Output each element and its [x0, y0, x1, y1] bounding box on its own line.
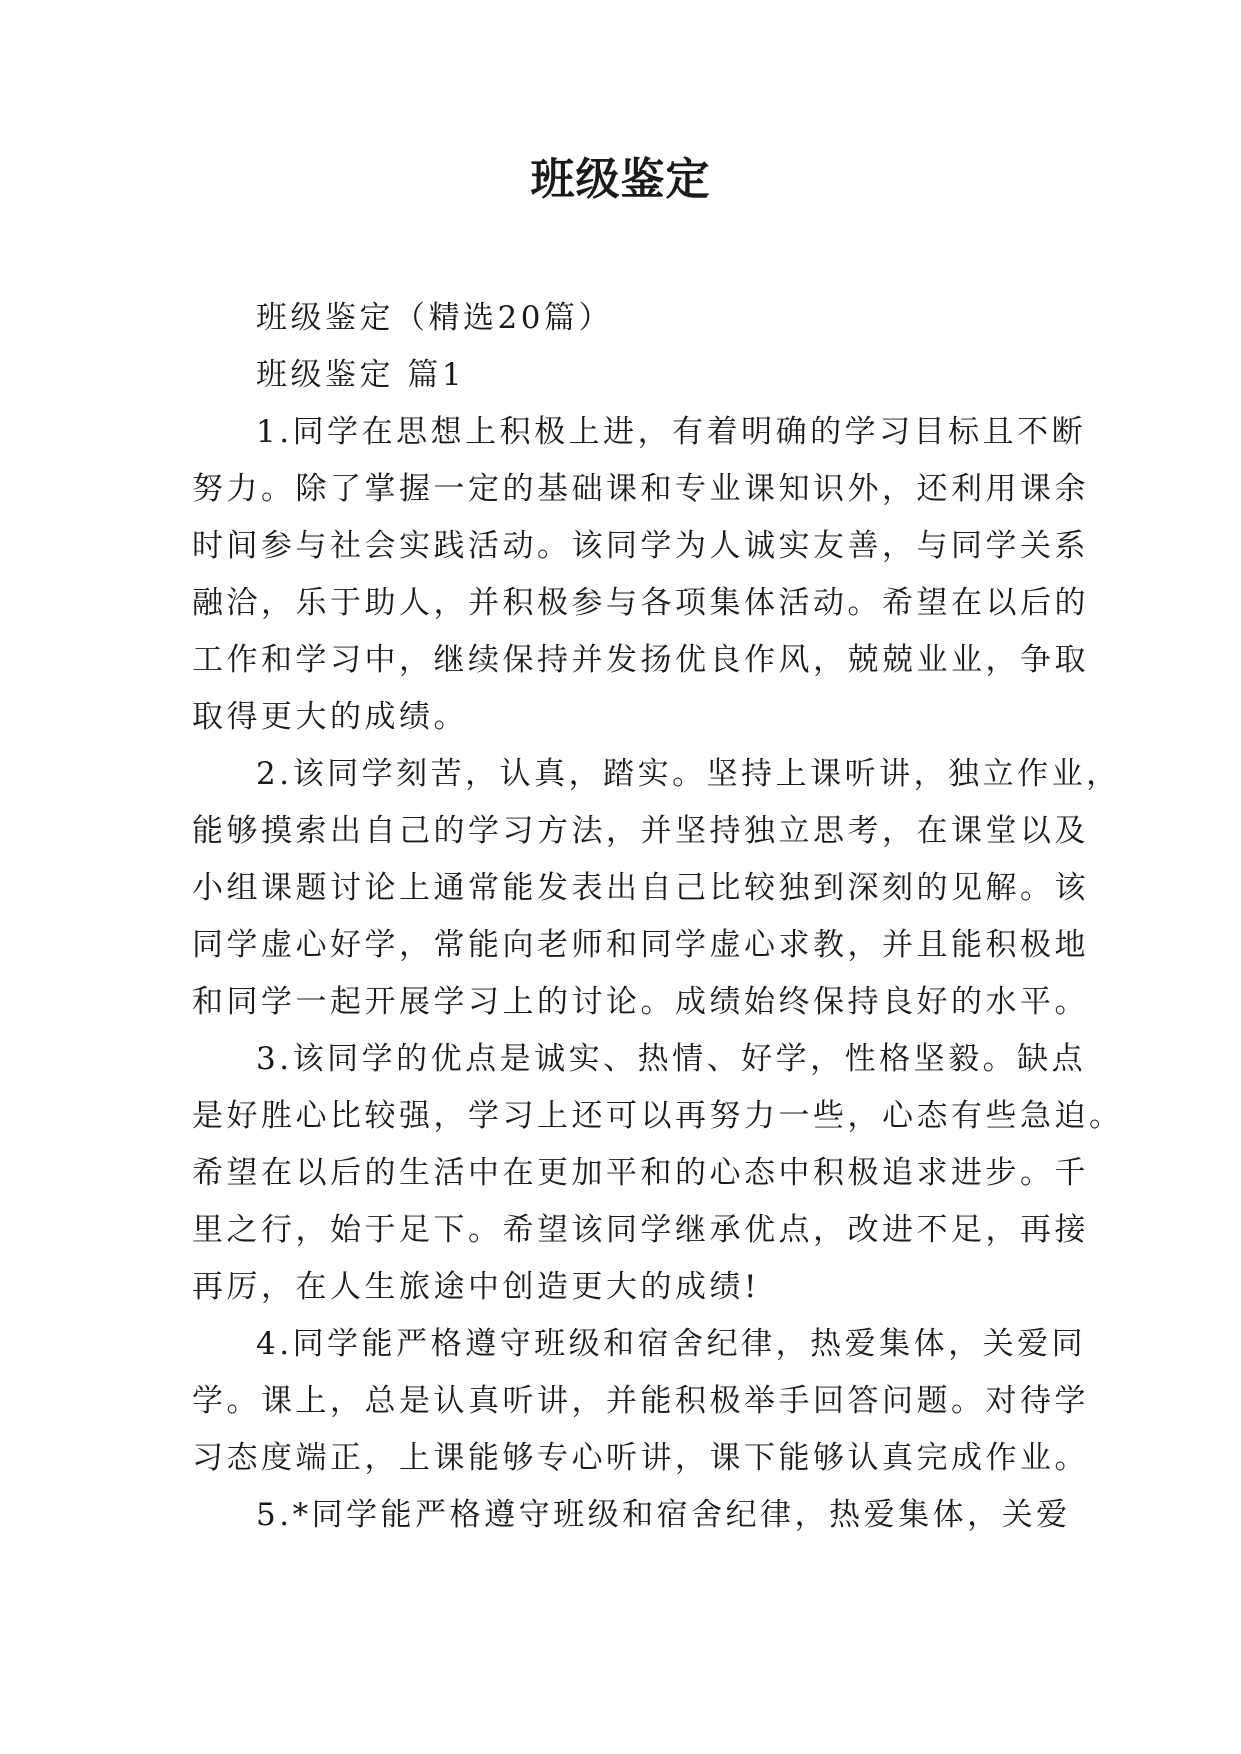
- paragraph-line: 时间参与社会实践活动。该同学为人诚实友善，与同学关系: [192, 528, 1089, 564]
- paragraph-line: 1.同学在思想上积极上进，有着明确的学习目标且不断: [256, 414, 1087, 450]
- paragraph-4: [192, 1316, 1089, 1487]
- paragraph-line: 是好胜心比较强，学习上还可以再努力一些，心态有些急迫。: [192, 1098, 1124, 1134]
- document-title: 班级鉴定: [530, 154, 711, 205]
- paragraph-line: 5.*同学能严格遵守班级和宿舍纪律，热爱集体，关爱: [256, 1497, 1071, 1533]
- paragraph-line: 能够摸索出自己的学习方法，并坚持独立思考，在课堂以及: [192, 813, 1089, 849]
- paragraph-line: 努力。除了掌握一定的基础课和专业课知识外，还利用课余: [192, 471, 1089, 507]
- paragraph-5: [192, 1487, 1071, 1544]
- paragraph-line: 学。课上，总是认真听讲，并能积极举手回答问题。对待学: [192, 1383, 1089, 1419]
- paragraph-line: 和同学一起开展学习上的讨论。成绩始终保持良好的水平。: [192, 984, 1089, 1020]
- paragraph-line: 4.同学能严格遵守班级和宿舍纪律，热爱集体，关爱同: [256, 1326, 1087, 1362]
- paragraph-line: 融洽，乐于助人，并积极参与各项集体活动。希望在以后的: [192, 585, 1089, 621]
- paragraph-line: 2.该同学刻苦，认真，踏实。坚持上课听讲，独立作业，: [256, 756, 1121, 792]
- document-body: [192, 290, 1124, 1544]
- paragraph-line: 希望在以后的生活中在更加平和的心态中积极追求进步。千: [192, 1155, 1089, 1191]
- paragraph-line: 3.该同学的优点是诚实、热情、好学，性格坚毅。缺点: [256, 1041, 1087, 1077]
- paragraph-line: 小组课题讨论上通常能发表出自己比较独到深刻的见解。该: [192, 870, 1089, 906]
- document-subtitle: 班级鉴定（精选20篇）: [256, 300, 613, 336]
- paragraph-3: [192, 1031, 1124, 1316]
- paragraph-line: 同学虚心好学，常能向老师和同学虚心求教，并且能积极地: [192, 927, 1089, 963]
- paragraph-1: [192, 404, 1089, 746]
- paragraph-2: [192, 746, 1121, 1031]
- paragraph-line: 里之行，始于足下。希望该同学继承优点，改进不足，再接: [192, 1212, 1089, 1248]
- paragraph-line: 工作和学习中，继续保持并发扬优良作风，兢兢业业，争取: [192, 642, 1089, 678]
- section-heading: 班级鉴定 篇1: [256, 357, 466, 393]
- paragraph-line: 习态度端正，上课能够专心听讲，课下能够认真完成作业。: [192, 1440, 1089, 1476]
- paragraph-line: 再厉，在人生旅途中创造更大的成绩!: [192, 1269, 760, 1305]
- paragraph-line: 取得更大的成绩。: [192, 699, 468, 735]
